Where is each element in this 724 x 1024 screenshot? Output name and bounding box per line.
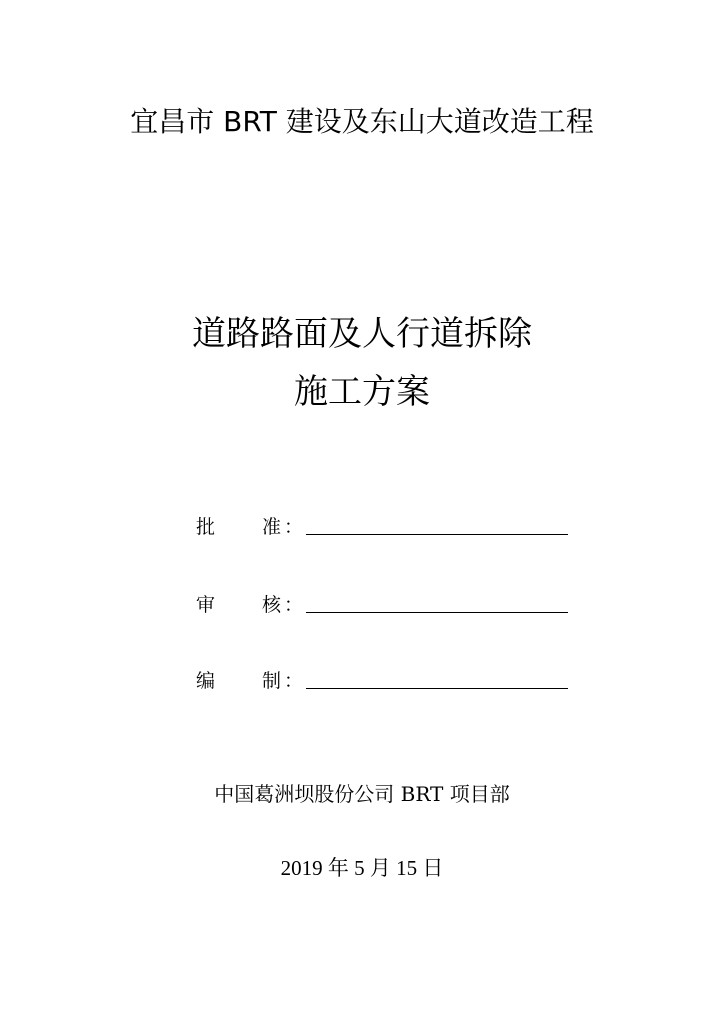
approval-colon: ： <box>284 516 304 538</box>
project-title: 宜昌市 BRT 建设及东山大道改造工程 <box>130 105 594 138</box>
approval-label-char-2: 准 <box>262 516 282 538</box>
approval-row <box>196 512 576 542</box>
compile-colon: ： <box>284 670 304 692</box>
document-title-line-1: 道路路面及人行道拆除 <box>192 314 532 354</box>
compile-signature-line <box>306 688 568 689</box>
document-date: 2019 年 5 月 15 日 <box>280 856 444 880</box>
review-label-char-1: 审 <box>196 594 216 616</box>
organization-name: 中国葛洲坝股份公司 BRT 项目部 <box>214 782 510 806</box>
review-row <box>196 590 576 620</box>
approval-signature-line <box>306 534 568 535</box>
approval-label-char-1: 批 <box>196 516 216 538</box>
review-label-char-2: 核 <box>262 594 282 616</box>
compile-row <box>196 666 576 696</box>
review-colon: ： <box>284 594 304 616</box>
document-title-line-2: 施工方案 <box>294 372 430 412</box>
compile-label-char-2: 制 <box>262 670 282 692</box>
compile-label-char-1: 编 <box>196 670 216 692</box>
review-signature-line <box>306 612 568 613</box>
